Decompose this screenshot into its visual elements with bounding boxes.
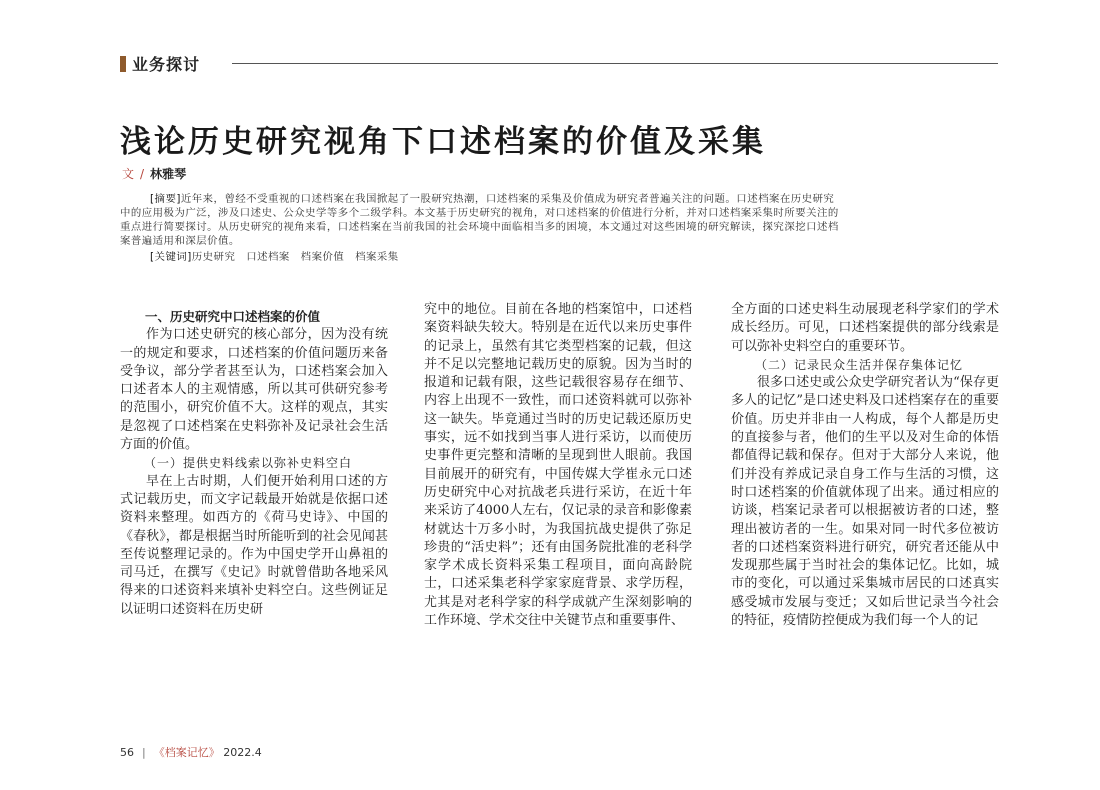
body-column-1 xyxy=(120,300,388,619)
byline xyxy=(122,165,186,182)
abstract-tag: [摘要] xyxy=(150,193,181,205)
subheading-2: （二）记录民众生活并保存集体记忆 xyxy=(755,357,964,372)
section-heading-1: 一、历史研究中口述档案的价值 xyxy=(145,309,321,324)
section-marker xyxy=(120,56,126,72)
body-column-3 xyxy=(731,301,999,630)
paragraph: 早在上古时期，人们便开始利用口述的方式记载历史，而文字记载最开始就是依据口述资料来整理。如西方的《荷马史诗》、中国的《春秋》，都是根据当时所能听到的社会见闻甚至传说整理记录的。作为中国史学开山鼻祖的司马迁，在撰写《史记》时就曾借助各地采风得来的口述资料来填补史料空白。这些例证足以证明口述资料在历史研 xyxy=(120,473,388,617)
paragraph: 究中的地位。目前在各地的档案馆中，口述档案资料缺失较大。特别是在近代以来历史事件的记录上，虽然有其它类型档案的记载，但这并不足以完整地记载历史的原貌。因为当时的报道和记载有限，这些记载很容易存在细节、内容上出现不一致性，而口述资料就可以弥补这一缺失。毕竟通过当时的历史记载还原历史事实，远不如找到当事人进行采访，以而使历史事件更完整和清晰的呈现到世人眼前。我国目前展开的研究有，中国传媒大学崔永元口述历史研究中心对抗战老兵进行采访，在近十年来采访了4000人左右，仅记录的录音和影像素材就达十万多小时，为我国抗战史提供了弥足珍贵的“活史料”；还有由国务院批准的老科学家学术成长资料采集工程项目，面向高龄院士，口述采集老科学家家庭背景、求学历程，尤其是对老科学家的科学成就产生深刻影响的工作环境、学术交往中关键节点和重要事件、 xyxy=(424,302,692,629)
paragraph: 全方面的口述史料生动展现老科学家们的学术成长经历。可见，口述档案提供的部分线索是可以弥补史料空白的重要环节。 xyxy=(731,302,999,354)
article-title: 浅论历史研究视角下口述档案的价值及采集 xyxy=(120,124,766,160)
issue: 2022.4 xyxy=(223,746,262,759)
keywords-text: 历史研究 口述档案 档案价值 档案采集 xyxy=(191,251,399,263)
paragraph: 作为口述史研究的核心部分，因为没有统一的规定和要求，口述档案的价值问题历来备受争议，部分学者甚至认为，口述档案会加入口述者本人的主观情感，所以其可供研究参考的范围小，研究价值不大。这样的观点，其实是忽视了口述档案在史料弥补及记录社会生活方面的价值。 xyxy=(120,327,388,453)
body-column-2 xyxy=(424,301,692,630)
page-footer: 56 | 《档案记忆》 2022.4 xyxy=(120,746,262,759)
paragraph: 很多口述史或公众史学研究者认为“保存更多人的记忆”是口述史料及口述档案存在的重要价值。历史并非由一人构成，每个人都是历史的直接参与者，他们的生平以及对生命的体悟都值得记载和保存。但对于大部分人来说，他们并没有养成记录自身工作与生活的习惯，这时口述档案的价值就体现了出来。通过相应的访谈，档案记录者可以根据被访者的口述，整理出被访者的一生。如果对同一时代多位被访者的口述档案资料进行研究，研究者还能从中发现那些属于当时社会的集体记忆。比如，城市的变化，可以通过采集城市居民的口述真实感受城市发展与变迁；又如后世记录当今社会的特征，疫情防控便成为我们每一个人的记 xyxy=(731,375,999,629)
byline-slash: / xyxy=(140,167,145,181)
header-rule xyxy=(232,63,998,64)
abstract-text: 近年来，曾经不受重视的口述档案在我国掀起了一股研究热潮，口述档案的采集及价值成为研究者普遍关注的问题。口述档案在历史研究中的应用极为广泛，涉及口述史、公众史学等多个二级学科。本文基于历史研究的视角，对口述档案的价值进行分析，并对口述档案采集时所要关注的重点进行简要探讨。从历史研究的视角来看，口述档案在当前我国的社会环境中面临相当多的困境，本文通过对这些困境的研究解读，探究深挖口述档案普遍适用和深层价值。 xyxy=(120,193,839,247)
keywords xyxy=(120,250,840,264)
abstract xyxy=(120,192,840,264)
byline-prefix: 文 xyxy=(122,167,135,181)
author-name: 林雅琴 xyxy=(150,167,187,181)
subheading-1: （一）提供史料线索以弥补史料空白 xyxy=(144,456,353,471)
section-label: 业务探讨 xyxy=(132,55,201,74)
page-number: 56 xyxy=(120,746,134,759)
journal-name: 《档案记忆》 xyxy=(153,746,220,759)
keywords-tag: [关键词] xyxy=(150,251,192,263)
